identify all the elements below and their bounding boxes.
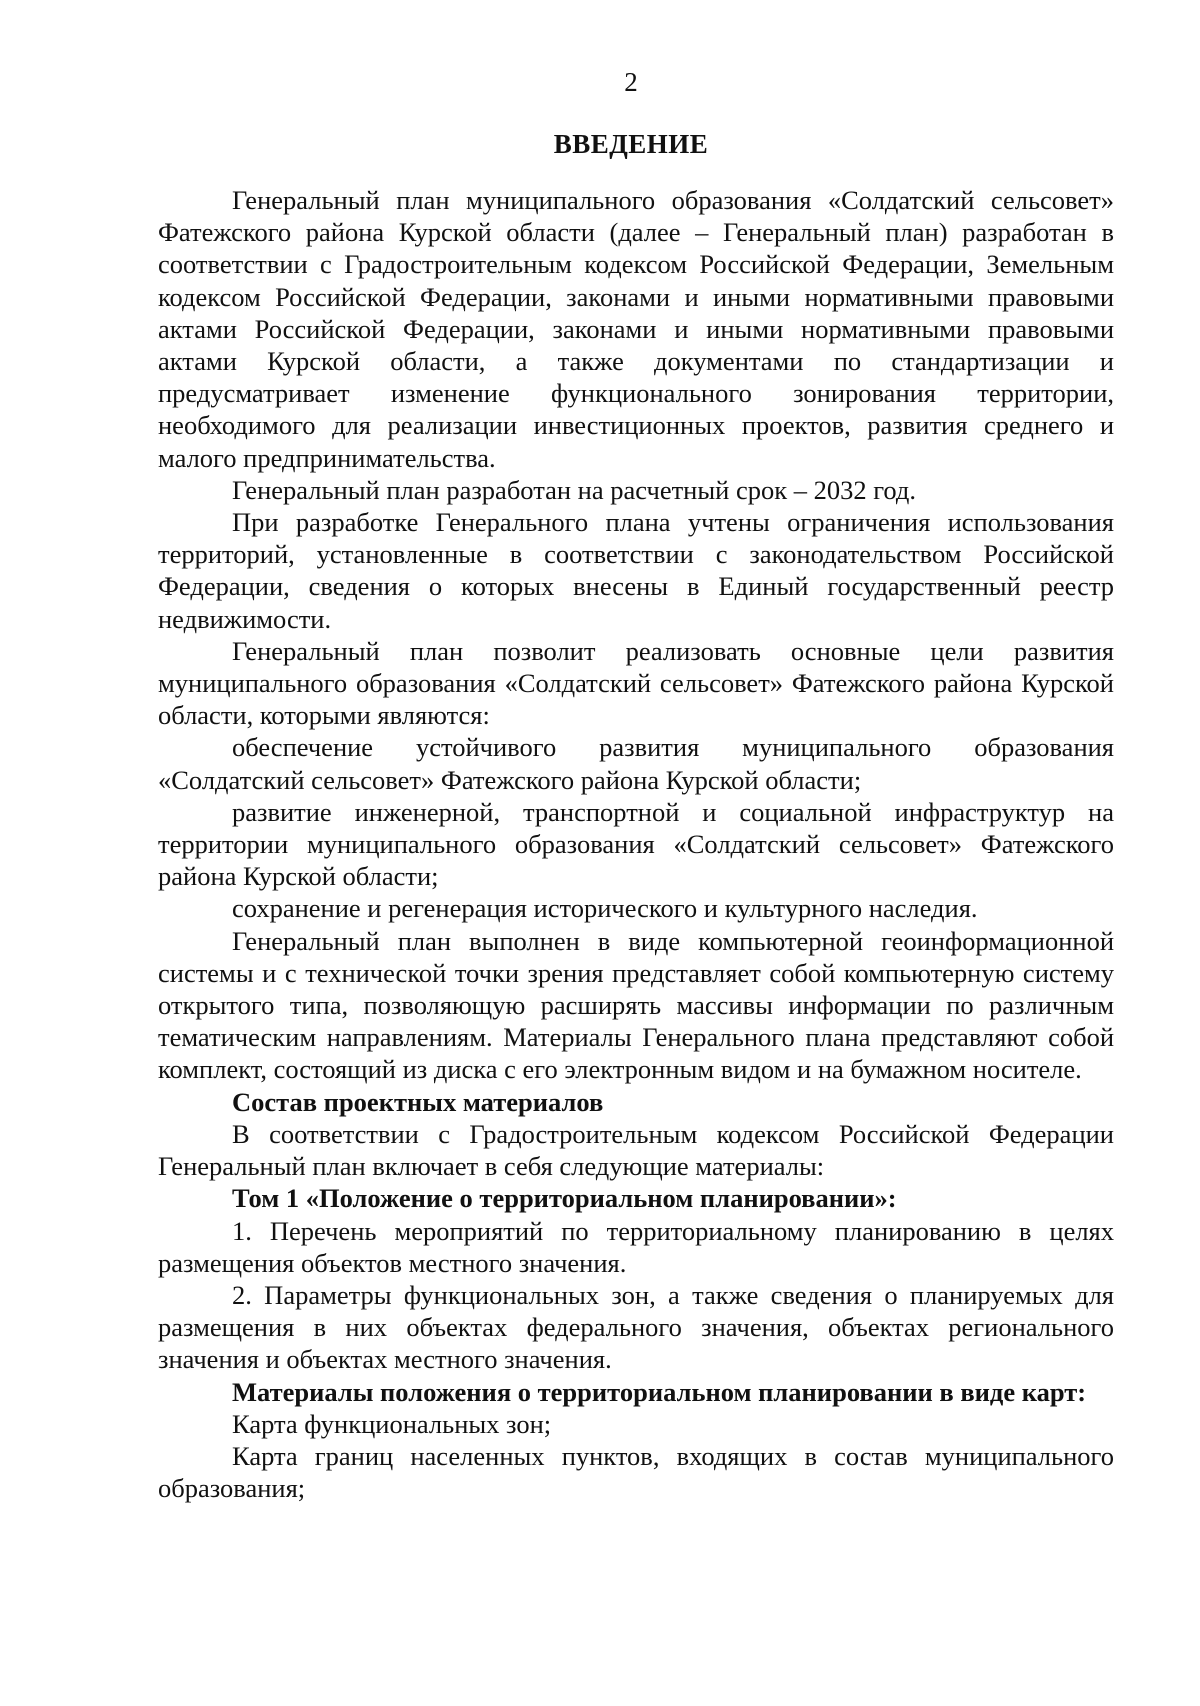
goal-item-sustainable-development: обеспечение устойчивого развития муниципального образования «Солдатский сельсовет» Фатежского района Курской области; [158,732,1114,795]
list-item-zone-parameters: 2. Параметры функциональных зон, а также сведения о планируемых для размещения в них объектах федерального значения, объектах регионального значения и объектах местного значения. [158,1279,1114,1375]
paragraph-gis: Генеральный план выполнен в виде компьютерной геоинформационной системы и с технической точки зрения представляет собой компьютерную систему открытого типа, позволяющую расширять массивы информации по различным тематическим направлениям. Материалы Генерального плана представляют собой комплект, состоящий из диска с его электронным видом и на бумажном носителе. [158,925,1114,1085]
paragraph-restrictions: При разработке Генерального плана учтены ограничения использования территорий, установленные в соответствии с законодательством Российской Федерации, сведения о которых внесены в Единый государственный реестр недвижимости. [158,507,1114,634]
subheading-materials: Состав проектных материалов [232,1086,604,1117]
paragraph-materials-intro: В соответствии с Градостроительным кодексом Российской Федерации Генеральный план включает в себя следующие материалы: [158,1118,1114,1182]
section-title: ВВЕДЕНИЕ [553,129,709,159]
map-item-functional-zones: Карта функциональных зон; [232,1408,552,1439]
map-item-settlement-borders: Карта границ населенных пунктов, входящих в состав муниципального образования; [158,1440,1114,1504]
list-item-measures: 1. Перечень мероприятий по территориальному планированию в целях размещения объектов местного значения. [158,1215,1114,1278]
page-number: 2 [624,67,638,97]
paragraph-planning-period: Генеральный план разработан на расчетный срок – 2032 год. [232,474,917,505]
subheading-maps: Материалы положения о территориальном планировании в виде карт: [232,1376,1087,1407]
document-body [158,184,1114,1504]
subheading-volume-1: Том 1 «Положение о территориальном планировании»: [232,1183,897,1214]
goal-item-infrastructure: развитие инженерной, транспортной и социальной инфраструктур на территории муниципального образования «Солдатский сельсовет» Фатежского района Курской области; [158,796,1114,892]
paragraph-goals: Генеральный план позволит реализовать основные цели развития муниципального образования «Солдатский сельсовет» Фатежского района Курской области, которыми являются: [158,635,1114,731]
paragraph-intro: Генеральный план муниципального образования «Солдатский сельсовет» Фатежского района Курской области (далее – Генеральный план) разработан в соответствии с Градостроительным кодексом Российской Федерации, Земельным кодексом Российской Федерации, законами и иными нормативными правовыми актами Российской Федерации, законами и иными нормативными правовыми актами Курской области, а также документами по стандартизации и предусматривает изменение функционального зонирования территории, необходимого для реализации инвестиционных проектов, развития среднего и малого предпринимательства. [158,185,1114,473]
goal-item-heritage: сохранение и регенерация исторического и культурного наследия. [232,893,978,924]
